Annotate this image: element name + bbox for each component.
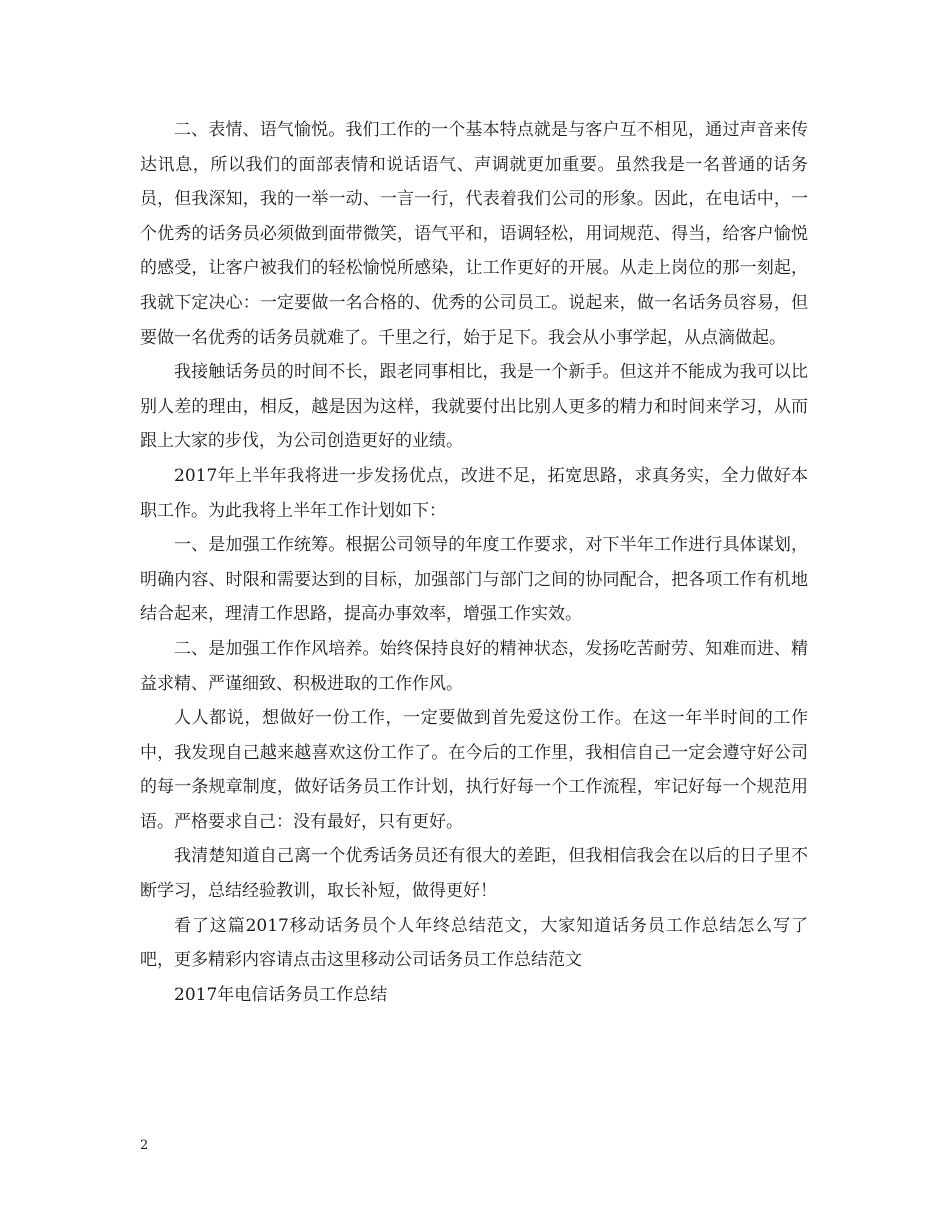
paragraph-self-improvement: 我清楚知道自己离一个优秀话务员还有很大的差距，但我相信我会在以后的日子里不断学习，总结经验教训，取长补短，做得更好！ (140, 846, 808, 902)
paragraph-related-articles: 看了这篇2017移动话务员个人年终总结范文，大家知道话务员工作总结怎么写了吧，更多精彩内容请点击这里移动公司话务员工作总结范文 (140, 915, 808, 971)
paragraph-love-the-job: 人人都说，想做好一份工作，一定要做到首先爱这份工作。在这一年半时间的工作中，我发现自己越来越喜欢这份工作了。在今后的工作里，我相信自己一定会遵守好公司的每一条规章制度，做好话务员工作计划，执行好每一个工作流程，牢记好每一个规范用语。严格要求自己：没有最好，只有更好。 (140, 708, 808, 832)
paragraph-plan-item-coordination: 一、是加强工作统筹。根据公司领导的年度工作要求，对下半年工作进行具体谋划，明确内容、时限和需要达到的目标，加强部门与部门之间的协同配合，把各项工作有机地结合起来，理清工作思路，提高办事效率，增强工作实效。 (140, 535, 808, 625)
page-number: 2 (140, 1138, 149, 1153)
paragraph-new-operator: 我接触话务员的时间不长，跟老同事相比，我是一个新手。但这并不能成为我可以比别人差的理由，相反，越是因为这样，我就要付出比别人更多的精力和时间来学习，从而跟上大家的步伐，为公司创造更好的业绩。 (140, 362, 808, 452)
paragraph-plan-item-work-style: 二、是加强工作作风培养。始终保持良好的精神状态，发扬吃苦耐劳、知难而进、精益求精、严谨细致、积极进取的工作作风。 (140, 638, 808, 694)
document-body (140, 113, 808, 1012)
paragraph-expression-tone: 二、表情、语气愉悦。我们工作的一个基本特点就是与客户互不相见，通过声音来传达讯息，所以我们的面部表情和说话语气、声调就更加重要。虽然我是一名普通的话务员，但我深知，我的一举一动、一言一行，代表着我们公司的形象。因此，在电话中，一个优秀的话务员必须做到面带微笑，语气平和，语调轻松，用词规范、得当，给客户愉悦的感受，让客户被我们的轻松愉悦所感染，让工作更好的开展。从走上岗位的那一刻起，我就下定决心：一定要做一名合格的、优秀的公司员工。说起来，做一名话务员容易，但要做一名优秀的话务员就难了。千里之行，始于足下。我会从小事学起，从点滴做起。 (140, 120, 808, 348)
paragraph-related-title: 2017年电信话务员工作总结 (174, 984, 388, 1005)
paragraph-2017-plan-intro: 2017年上半年我将进一步发扬优点，改进不足，拓宽思路，求真务实，全力做好本职工作。为此我将上半年工作计划如下： (140, 465, 808, 521)
